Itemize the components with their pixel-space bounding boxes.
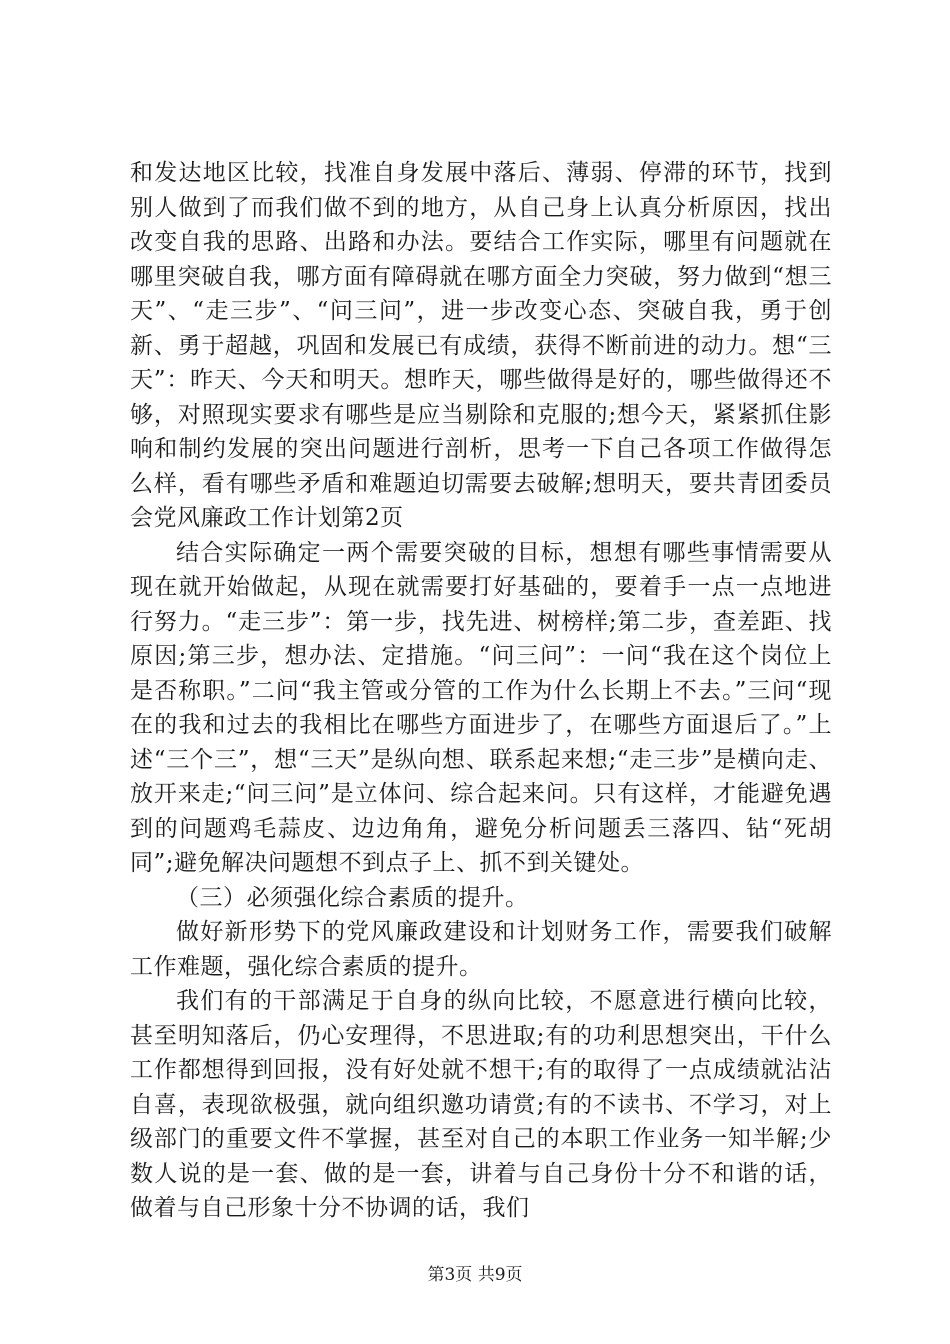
document-body: [130, 156, 832, 1226]
paragraph-continuation: 和发达地区比较，找准自身发展中落后、薄弱、停滞的环节，找到别人做到了而我们做不到的地方，从自己身上认真分析原因，找出改变自我的思路、出路和办法。要结合工作实际，哪里有问题就在哪里突破自我，哪方面有障碍就在哪方面全力突破，努力做到“想三天”、“走三步”、“问三问”，进一步改变心态、突破自我，勇于创新、勇于超越，巩固和发展已有成绩，获得不断前进的动力。想“三天”：昨天、今天和明天。想昨天，哪些做得是好的，哪些做得还不够，对照现实要求有哪些是应当剔除和克服的;想今天，紧紧抓住影响和制约发展的突出问题进行剖析，思考一下自己各项工作做得怎么样，看有哪些矛盾和难题迫切需要去破解;想明天，要共青团委员会党风廉政工作计划第2页: [130, 160, 832, 531]
paragraph-goals: 结合实际确定一两个需要突破的目标，想想有哪些事情需要从现在就开始做起，从现在就需要打好基础的，要着手一点一点地进行努力。“走三步”：第一步，找先进、树榜样;第二步，查差距、找原因;第三步，想办法、定措施。“问三问”：一问“我在这个岗位上是否称职。”二问“我主管或分管的工作为什么长期上不去。”三问“现在的我和过去的我相比在哪些方面进步了，在哪些方面退后了。”上述“三个三”，想“三天”是纵向想、联系起来想;“走三步”是横向走、放开来走;“问三问”是立体问、综合起来问。只有这样，才能避免遇到的问题鸡毛蒜皮、边边角角，避免分析问题丢三落四、钻“死胡同”;避免解决问题想不到点子上、抓不到关键处。: [130, 539, 832, 876]
page-footer: [0, 1260, 950, 1285]
page-number-label: 第3页 共9页: [427, 1265, 523, 1285]
paragraph-quality: 做好新形势下的党风廉政建设和计划财务工作，需要我们破解工作难题，强化综合素质的提升。: [130, 919, 832, 980]
section-heading-3: （三）必须强化综合素质的提升。: [176, 884, 529, 911]
paragraph-cadres: 我们有的干部满足于自身的纵向比较，不愿意进行横向比较，甚至明知落后，仍心安理得，不思进取;有的功利思想突出，干什么工作都想得到回报，没有好处就不想干;有的取得了一点成绩就沾沾自喜，表现欲极强，就向组织邀功请赏;有的不读书、不学习，对上级部门的重要文件不掌握，甚至对自己的本职工作业务一知半解;少数人说的是一套、做的是一套，讲着与自己身份十分不和谐的话，做着与自己形象十分不协调的话，我们: [130, 988, 832, 1221]
